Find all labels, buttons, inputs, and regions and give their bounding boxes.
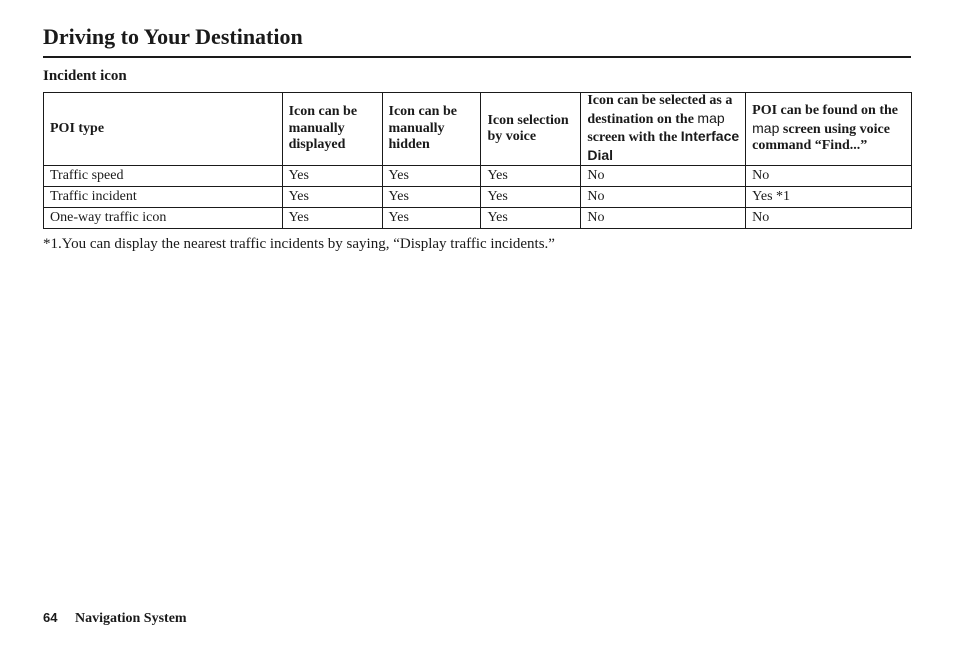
cell-selectable-destination: No bbox=[581, 187, 746, 208]
cell-manually-hidden: Yes bbox=[382, 208, 481, 229]
header-selectable-destination-text2: screen with the bbox=[587, 130, 678, 145]
cell-manually-displayed: Yes bbox=[282, 208, 382, 229]
header-found-by-voice-text2: screen using voice command “Find...” bbox=[752, 121, 890, 154]
table-header-row bbox=[44, 93, 912, 166]
header-map-word: map bbox=[697, 109, 725, 126]
cell-poi-type: One-way traffic icon bbox=[44, 208, 283, 229]
title-divider bbox=[43, 56, 911, 58]
cell-selectable-destination: No bbox=[581, 166, 746, 187]
table-row bbox=[44, 166, 912, 187]
header-map-word-2: map bbox=[752, 119, 780, 136]
table-row bbox=[44, 187, 912, 208]
cell-selection-by-voice: Yes bbox=[481, 166, 581, 187]
poi-table bbox=[43, 92, 912, 229]
cell-manually-displayed: Yes bbox=[282, 166, 382, 187]
footnote: *1.You can display the nearest traffic incidents by saying, “Display traffic incidents.” bbox=[43, 236, 555, 252]
cell-manually-hidden: Yes bbox=[382, 166, 481, 187]
cell-poi-type: Traffic incident bbox=[44, 187, 283, 208]
header-selection-by-voice: Icon selection by voice bbox=[481, 93, 581, 166]
header-interface-dial: Interface Dial bbox=[587, 128, 740, 163]
page-footer bbox=[43, 610, 187, 627]
cell-selectable-destination: No bbox=[581, 208, 746, 229]
cell-selection-by-voice: Yes bbox=[481, 187, 581, 208]
header-selectable-destination-text1: Icon can be selected as a destination on the bbox=[587, 93, 733, 127]
header-manually-hidden: Icon can be manually hidden bbox=[382, 93, 481, 166]
header-manually-displayed: Icon can be manually displayed bbox=[282, 93, 382, 166]
header-found-by-voice bbox=[746, 93, 912, 166]
cell-found-by-voice: Yes *1 bbox=[746, 187, 912, 208]
footer-title: Navigation System bbox=[74, 611, 187, 626]
cell-found-by-voice: No bbox=[746, 166, 912, 187]
cell-poi-type: Traffic speed bbox=[44, 166, 283, 187]
cell-selection-by-voice: Yes bbox=[481, 208, 581, 229]
section-heading: Incident icon bbox=[43, 68, 127, 84]
page-number: 64 bbox=[43, 610, 58, 625]
cell-manually-displayed: Yes bbox=[282, 187, 382, 208]
header-selectable-destination bbox=[581, 93, 746, 166]
cell-manually-hidden: Yes bbox=[382, 187, 481, 208]
header-found-by-voice-text1: POI can be found on the bbox=[752, 103, 898, 119]
header-poi-type: POI type bbox=[44, 93, 283, 166]
page-title: Driving to Your Destination bbox=[43, 24, 303, 49]
cell-found-by-voice: No bbox=[746, 208, 912, 229]
table-row bbox=[44, 208, 912, 229]
